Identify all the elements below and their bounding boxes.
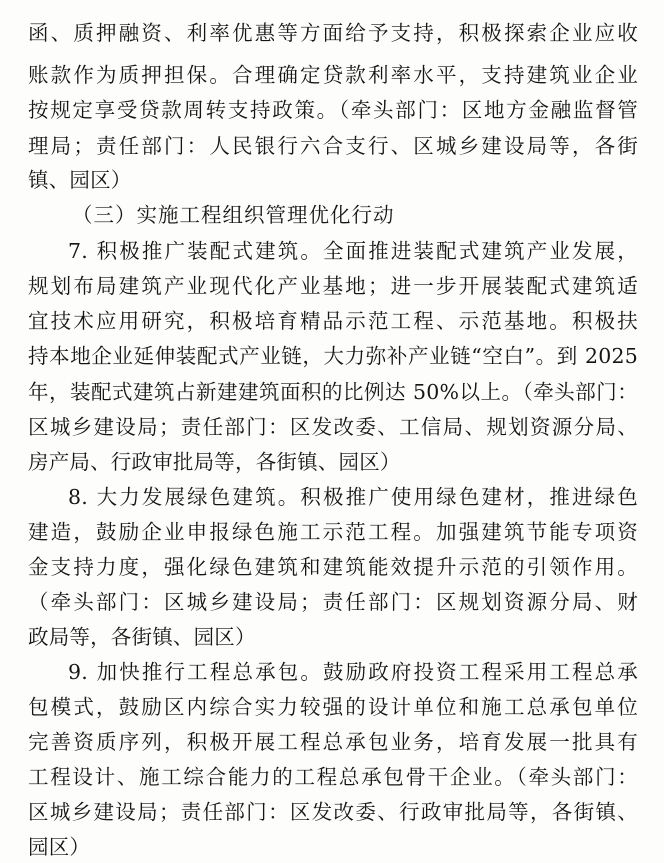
paragraph-first-line: 9. 加快推行工程总承包。鼓励政府投资工程采用工程总承 <box>68 660 638 684</box>
text-line: 按规定享受贷款周转支持政策。（牵头部门：区地方金融监督管 <box>28 98 638 122</box>
text-line: 政局等，各街镇、园区） <box>28 625 256 649</box>
section-heading: （三）实施工程组织管理优化行动 <box>72 203 395 227</box>
text-line: 宜技术应用研究，积极培育精品示范工程、示范基地。积极扶 <box>28 309 638 333</box>
text-line: 金支持力度，强化绿色建筑和建筑能效提升示范的引领作用。 <box>28 555 638 579</box>
text-line: 建造，鼓励企业申报绿色施工示范工程。加强建筑节能专项资 <box>28 520 638 544</box>
text-line: 园区） <box>28 835 91 859</box>
text-line: 工程设计、施工综合能力的工程总承包骨干企业。（牵头部门： <box>28 765 638 789</box>
text-line: 完善资质序列，积极开展工程总承包业务，培育发展一批具有 <box>28 730 638 754</box>
text-line: 包模式，鼓励区内综合实力较强的设计单位和施工总承包单位 <box>28 695 638 719</box>
text-line: 持本地企业延伸装配式产业链，大力弥补产业链“空白”。到 2025 <box>28 344 638 368</box>
text-line: 房产局、行政审批局等，各街镇、园区） <box>28 450 401 474</box>
text-line: 规划布局建筑产业现代化产业基地；进一步开展装配式建筑适 <box>28 274 638 298</box>
text-line: 账款作为质押担保。合理确定贷款利率水平，支持建筑业企业 <box>28 63 638 87</box>
paragraph-first-line: 7. 积极推广装配式建筑。全面推进装配式建筑产业发展， <box>68 239 638 263</box>
paragraph-first-line: 8. 大力发展绿色建筑。积极推广使用绿色建材，推进绿色 <box>68 485 638 509</box>
text-line: 理局；责任部门：人民银行六合支行、区城乡建设局等，各街 <box>28 134 638 158</box>
text-line: 区城乡建设局；责任部门：区发改委、行政审批局等，各街镇、 <box>28 800 638 824</box>
text-line: 函、质押融资、利率优惠等方面给予支持，积极探索企业应收 <box>28 21 638 45</box>
text-line: 区城乡建设局；责任部门：区发改委、工信局、规划资源分局、 <box>28 415 638 439</box>
text-line: 镇、园区） <box>28 168 132 192</box>
text-line: 年，装配式建筑占新建建筑面积的比例达 50%以上。（牵头部门： <box>28 380 638 404</box>
text-line: （牵头部门：区城乡建设局；责任部门：区规划资源分局、财 <box>28 590 638 614</box>
